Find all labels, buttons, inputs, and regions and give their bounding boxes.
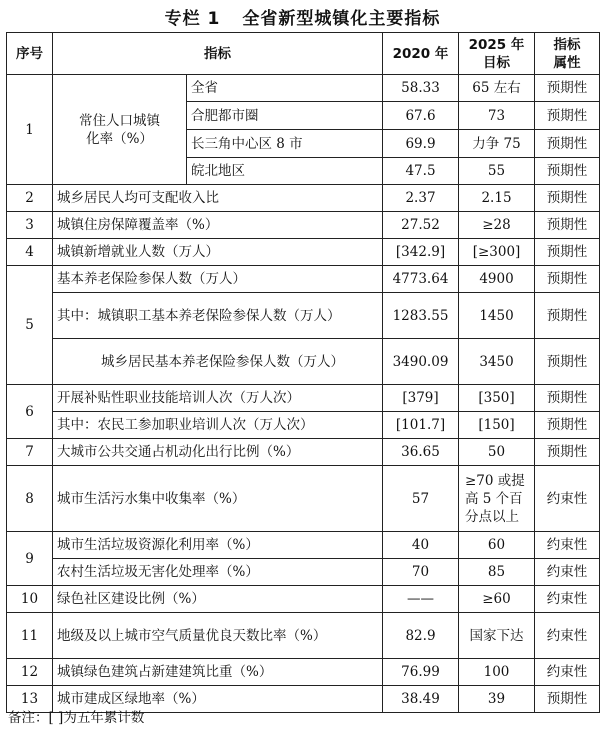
table-row [7, 532, 600, 559]
attribute: 预期性 [535, 339, 600, 385]
header-2025 [459, 33, 535, 75]
header-indicator: 指标 [53, 33, 383, 75]
value-2020: 38.49 [383, 686, 459, 713]
value-2020: 76.99 [383, 659, 459, 686]
indicator-name: 大城市公共交通占机动化出行比例（%） [53, 439, 383, 466]
value-2020: 67.6 [383, 102, 459, 130]
attribute: 约束性 [535, 613, 600, 659]
attribute: 预期性 [535, 385, 600, 412]
row-number: 2 [7, 185, 53, 212]
header-row [7, 33, 600, 75]
table-row [7, 412, 600, 439]
value-2025: 力争 75 [459, 130, 535, 158]
header-2025-line1: 2025 年 [468, 36, 525, 53]
value-2025: 39 [459, 686, 535, 713]
attribute: 预期性 [535, 158, 600, 185]
table-row [7, 586, 600, 613]
attribute: 预期性 [535, 185, 600, 212]
indicator-name: 城镇绿色建筑占新建建筑比重（%） [53, 659, 383, 686]
table-row [7, 559, 600, 586]
indicator-name: 长三角中心区 8 市 [187, 130, 383, 158]
indicator-name: 城乡居民人均可支配收入比 [53, 185, 383, 212]
row-number: 11 [7, 613, 53, 659]
row-number: 6 [7, 385, 53, 439]
indicator-name: 合肥都市圈 [187, 102, 383, 130]
table-row [7, 75, 600, 102]
indicator-name: 开展补贴性职业技能培训人次（万人次） [53, 385, 383, 412]
value-2020: 36.65 [383, 439, 459, 466]
table-row [7, 185, 600, 212]
value-2025: [150] [459, 412, 535, 439]
indicator-name: 绿色社区建设比例（%） [53, 586, 383, 613]
row-number: 13 [7, 686, 53, 713]
value-2025: 50 [459, 439, 535, 466]
header-no: 序号 [7, 33, 53, 75]
indicator-name: 城镇新增就业人数（万人） [53, 239, 383, 266]
table-title-prefix: 专栏 1 [164, 9, 221, 29]
value-2020: [342.9] [383, 239, 459, 266]
row-number: 9 [7, 532, 53, 586]
header-attribute-line1: 指标 [553, 36, 581, 53]
table-row [7, 659, 600, 686]
value-2025: 1450 [459, 293, 535, 339]
value-2025: ≥60 [459, 586, 535, 613]
value-2020: 40 [383, 532, 459, 559]
value-2020: 27.52 [383, 212, 459, 239]
value-2025: 4900 [459, 266, 535, 293]
row-number: 3 [7, 212, 53, 239]
table-row [7, 212, 600, 239]
indicator-group-name: 常住人口城镇化率（%） [53, 75, 187, 185]
attribute: 约束性 [535, 659, 600, 686]
value-2025: 60 [459, 532, 535, 559]
indicator-name: 城乡居民基本养老保险参保人数（万人） [53, 339, 383, 385]
row-number: 5 [7, 266, 53, 385]
indicator-name: 地级及以上城市空气质量优良天数比率（%） [53, 613, 383, 659]
indicator-name: 其中：农民工参加职业培训人次（万人次） [53, 412, 383, 439]
attribute: 预期性 [535, 266, 600, 293]
value-2025: 65 左右 [459, 75, 535, 102]
table-row [7, 239, 600, 266]
attribute: 约束性 [535, 532, 600, 559]
indicator-name: 基本养老保险参保人数（万人） [53, 266, 383, 293]
table-row [7, 439, 600, 466]
value-2020: 70 [383, 559, 459, 586]
indicators-table [6, 32, 600, 713]
value-2025: 100 [459, 659, 535, 686]
indicator-name: 城市生活污水集中收集率（%） [53, 466, 383, 532]
indicator-name: 城市建成区绿地率（%） [53, 686, 383, 713]
value-2025: [≥300] [459, 239, 535, 266]
value-2020: 4773.64 [383, 266, 459, 293]
value-2025: ≥28 [459, 212, 535, 239]
attribute: 预期性 [535, 212, 600, 239]
value-2020: [101.7] [383, 412, 459, 439]
value-2020: 69.9 [383, 130, 459, 158]
table-row [7, 293, 600, 339]
attribute: 约束性 [535, 559, 600, 586]
header-attribute [535, 33, 600, 75]
attribute: 约束性 [535, 586, 600, 613]
header-2020: 2020 年 [383, 33, 459, 75]
attribute: 预期性 [535, 293, 600, 339]
indicator-name: 皖北地区 [187, 158, 383, 185]
value-2020: 57 [383, 466, 459, 532]
table-title-text: 全省新型城镇化主要指标 [242, 9, 441, 29]
table-title [0, 4, 605, 29]
value-2020: 58.33 [383, 75, 459, 102]
row-number: 12 [7, 659, 53, 686]
value-2025: [350] [459, 385, 535, 412]
row-number: 8 [7, 466, 53, 532]
table-row [7, 613, 600, 659]
value-2025: 85 [459, 559, 535, 586]
value-2025: 73 [459, 102, 535, 130]
row-number: 10 [7, 586, 53, 613]
row-number: 7 [7, 439, 53, 466]
attribute: 预期性 [535, 686, 600, 713]
value-2020: 2.37 [383, 185, 459, 212]
value-2025: 55 [459, 158, 535, 185]
attribute: 预期性 [535, 439, 600, 466]
value-2020: 82.9 [383, 613, 459, 659]
table-row [7, 266, 600, 293]
value-2025: 国家下达 [459, 613, 535, 659]
value-2020: —— [383, 586, 459, 613]
indicator-name: 其中：城镇职工基本养老保险参保人数（万人） [53, 293, 383, 339]
attribute: 预期性 [535, 102, 600, 130]
value-2020: 1283.55 [383, 293, 459, 339]
row-number: 1 [7, 75, 53, 185]
row-number: 4 [7, 239, 53, 266]
indicator-name: 农村生活垃圾无害化处理率（%） [53, 559, 383, 586]
value-2020: 47.5 [383, 158, 459, 185]
value-2025: 2.15 [459, 185, 535, 212]
value-2025: 3450 [459, 339, 535, 385]
attribute: 预期性 [535, 75, 600, 102]
indicator-name: 城镇住房保障覆盖率（%） [53, 212, 383, 239]
value-2025: ≥70 或提高 5 个百分点以上 [459, 466, 535, 532]
header-2025-line2: 目标 [483, 54, 510, 71]
attribute: 预期性 [535, 239, 600, 266]
value-2020: 3490.09 [383, 339, 459, 385]
value-2020: [379] [383, 385, 459, 412]
attribute: 约束性 [535, 466, 600, 532]
indicator-name: 全省 [187, 75, 383, 102]
table-row [7, 339, 600, 385]
header-attribute-line2: 属性 [553, 54, 581, 71]
table-row [7, 466, 600, 532]
table-row [7, 385, 600, 412]
attribute: 预期性 [535, 130, 600, 158]
table-footnote: 备注：[ ]为五年累计数 [8, 710, 145, 726]
attribute: 预期性 [535, 412, 600, 439]
indicator-name: 城市生活垃圾资源化利用率（%） [53, 532, 383, 559]
